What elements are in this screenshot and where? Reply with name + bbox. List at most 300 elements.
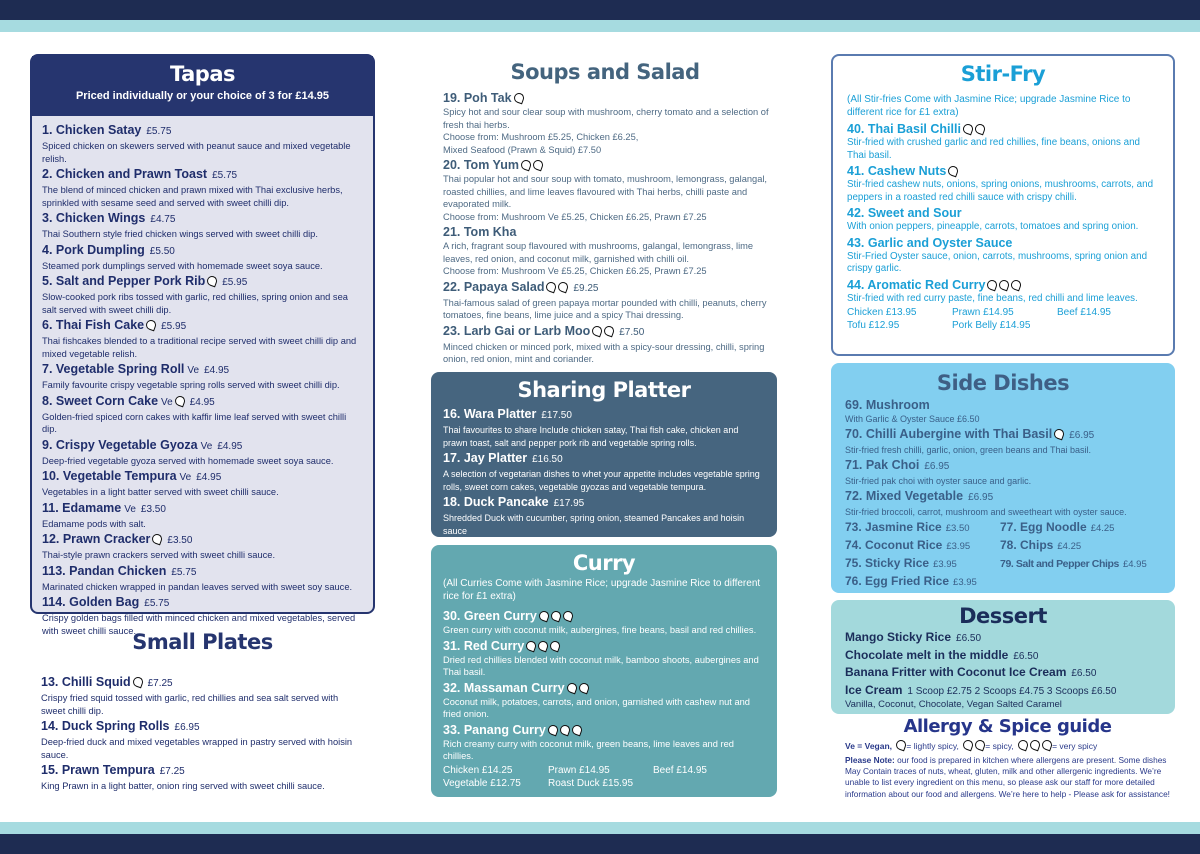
item-price: £5.95: [222, 277, 248, 288]
curry-variants: [443, 764, 765, 790]
vegan-tag: Ve: [124, 503, 136, 515]
item-name: 23. Larb Gai or Larb Moo: [443, 323, 591, 338]
chilli-icon: [532, 159, 545, 172]
item-name-row: [42, 273, 363, 291]
tapas-list: [32, 116, 373, 644]
small-plates-section: [30, 630, 375, 794]
menu-item: [42, 317, 363, 360]
item-name-row: [847, 121, 1159, 137]
item-name-row: [443, 608, 765, 624]
item-name: 32. Massaman Curry: [443, 680, 565, 695]
item-name-row: [42, 500, 363, 518]
item-name: 44. Aromatic Red Curry: [847, 277, 986, 292]
chilli-icon: [145, 319, 158, 332]
vegan-tag: Ve: [187, 365, 200, 376]
item-name: 75. Sticky Rice: [845, 556, 930, 570]
chilli-icon: [1053, 428, 1066, 441]
menu-item: [42, 437, 363, 468]
chilli-icon: [591, 324, 604, 337]
item-name: 69. Mushroom: [845, 398, 930, 412]
item-name-row: [41, 674, 364, 692]
item-name-row: [443, 406, 765, 424]
tapas-subtitle: Priced individually or your choice of 3 for £14.95: [75, 90, 330, 102]
item-name: 40. Thai Basil Chilli: [847, 122, 961, 136]
item-price: £3.95: [953, 577, 977, 588]
item-description: Family favourite crispy vegetable spring rolls served with sweet chilli dip.: [42, 380, 340, 390]
variant-price: Beef £14.95: [1057, 307, 1111, 318]
item-description: Green curry with coconut milk, aubergines, fine beans, basil and red chillies.: [443, 625, 757, 635]
item-name: 76. Egg Fried Rice: [845, 574, 950, 588]
item-name: 5. Salt and Pepper Pork Rib: [42, 274, 206, 288]
item-name: 113. Pandan Chicken: [42, 563, 167, 578]
curry-list: [443, 608, 765, 763]
item-name: Banana Fritter with Coconut Ice Cream: [845, 665, 1067, 679]
vegan-legend: Ve = Vegan,: [845, 741, 893, 751]
variant-price: Tofu £12.95: [847, 320, 900, 331]
menu-item: [42, 393, 363, 436]
item-name-row: [845, 426, 1161, 444]
item-name-row: [845, 683, 1161, 700]
item-price: £4.95: [196, 472, 222, 483]
item-name: 7. Vegetable Spring Roll: [42, 362, 185, 376]
variant-price: Roast Duck £15.95: [548, 777, 634, 789]
item-name: 3. Chicken Wings: [42, 211, 146, 225]
chilli-icon: [546, 723, 559, 736]
item-price: £4.95: [217, 440, 243, 452]
item-name-row: [443, 323, 775, 341]
item-price: £3.95: [933, 559, 957, 570]
variant-price: Vegetable £12.75: [443, 777, 521, 789]
allergy-note: [845, 755, 1170, 800]
vegan-tag: Ve: [179, 472, 192, 483]
small-plates-list: [30, 654, 375, 793]
item-name-row: [443, 494, 765, 512]
menu-item: [42, 563, 363, 594]
item-name-row: [443, 638, 765, 654]
item-description: Minced chicken or minced pork, mixed with a spicy-sour dressing, chilli, spring onion, red onion, mint and coriander.: [443, 341, 765, 364]
chilli-icon: [131, 676, 144, 689]
item-name: 6. Thai Fish Cake: [42, 318, 145, 332]
item-price: £4.95: [1122, 559, 1147, 570]
menu-item: [443, 450, 765, 493]
item-options: Choose from: Mushroom Ve £5.25, Chicken £6.25, Prawn £7.25: [443, 266, 707, 276]
item-name-row: [845, 457, 1161, 475]
item-name-row: [847, 277, 1159, 293]
item-description: Rich creamy curry with coconut milk, green beans, lime leaves and red chillies.: [443, 738, 734, 761]
item-name-row: [42, 166, 363, 184]
item-name: Ice Cream: [845, 682, 903, 697]
item-name-row: [847, 205, 1159, 221]
chilli-icon: [206, 275, 219, 288]
item-options: Choose from: Mushroom £5.25, Chicken £6.25,: [443, 132, 639, 142]
menu-item: [42, 122, 363, 165]
item-name: 1. Chicken Satay: [42, 123, 142, 137]
item-price: £4.25: [1057, 541, 1082, 552]
menu-item: [42, 210, 363, 241]
side-extra-item: [845, 537, 1000, 555]
item-name-row: [845, 488, 1161, 506]
variant-price: Pork Belly £14.95: [952, 320, 1031, 331]
item-description: Thai Southern style fried chicken wings served with sweet chilli dip.: [42, 229, 318, 239]
item-description: Stir-fried pak choi with oyster sauce and garlic.: [845, 476, 1032, 486]
soups-list: [435, 84, 775, 366]
item-name: 14. Duck Spring Rolls: [41, 719, 170, 733]
menu-item: [845, 397, 1161, 425]
item-name: 33. Panang Curry: [443, 722, 546, 737]
menu-item: [443, 90, 775, 156]
side-dishes-section: [831, 363, 1175, 593]
menu-item: [42, 166, 363, 209]
item-description: Vegetables in a light batter served with sweet chilli sauce.: [42, 487, 279, 497]
item-price: 1 Scoop £2.75 2 Scoops £4.75 3 Scoops £6.50: [907, 685, 1117, 697]
top-stripe-teal: [0, 20, 1200, 32]
stirfry-list: [847, 121, 1159, 305]
allergy-section: [845, 716, 1170, 800]
menu-item: [42, 361, 363, 392]
item-name: 73. Jasmine Rice: [845, 520, 942, 534]
chilli-icon: [557, 280, 570, 293]
item-price: £5.75: [144, 598, 170, 609]
curry-section: [431, 545, 777, 797]
item-name-row: [443, 680, 765, 696]
item-name: 70. Chilli Aubergine with Thai Basil: [845, 427, 1053, 441]
chilli-icon: [1017, 739, 1030, 752]
item-name: 8. Sweet Corn Cake: [42, 393, 159, 408]
item-name-row: [443, 279, 775, 297]
light-spicy-label: = lightly spicy,: [906, 741, 959, 751]
chilli-icon: [962, 739, 975, 752]
very-spicy-label: = very spicy: [1052, 741, 1098, 751]
item-price: £6.50: [1013, 650, 1039, 662]
item-price: £4.25: [1090, 523, 1115, 534]
item-name-row: [845, 648, 1161, 665]
menu-item: [42, 242, 363, 273]
item-description: Stir-fried cashew nuts, onions, spring onions, mushrooms, carrots, and peppers in a roasted red chilli sauce with crispy chilli.: [847, 179, 1154, 203]
item-price: £5.50: [149, 245, 175, 257]
chilli-icon: [603, 324, 616, 337]
item-description: Stir-fried broccoli, carrot, mushroom and sweetheart with oyster sauce.: [845, 507, 1127, 517]
item-description: Deep-fried duck and mixed vegetables wrapped in pastry served with hoisin sauce.: [41, 737, 353, 760]
item-name-row: [443, 224, 775, 240]
item-price: £3.50: [945, 523, 970, 534]
side-extra-item: [1000, 555, 1170, 573]
curry-note: (All Curries Come with Jasmine Rice; upgrade Jasmine Rice to different rice for £1 extra): [443, 578, 761, 602]
chilli-icon: [512, 92, 525, 105]
item-name: Mango Sticky Rice: [845, 630, 952, 644]
chilli-icon: [570, 723, 583, 736]
item-description: Stir-fried with red curry paste, fine beans, red chilli and lime leaves.: [847, 292, 1138, 304]
item-description: Golden-fried spiced corn cakes with kaffir lime leaf served with sweet chilli dip.: [42, 411, 347, 434]
menu-item: [443, 157, 775, 223]
item-name: 10. Vegetable Tempura: [42, 469, 177, 483]
dessert-title: Dessert: [959, 604, 1047, 628]
item-description: Dried red chillies blended with coconut milk, bamboo shoots, aubergines and Thai basil.: [443, 654, 759, 677]
menu-item: [847, 205, 1159, 234]
menu-item: [845, 630, 1161, 647]
item-name: 30. Green Curry: [443, 609, 537, 623]
item-name-row: [845, 665, 1161, 682]
item-description: Crispy golden bags filled with minced chicken and mixed vegetables, served with sweet chilli sauce.: [42, 613, 356, 636]
item-price: £5.75: [212, 170, 238, 181]
chilli-icon: [520, 159, 533, 172]
item-name-row: [41, 762, 364, 780]
side-extra-item: [1000, 537, 1170, 555]
menu-item: [41, 718, 364, 761]
menu-item: [42, 273, 363, 316]
item-price: £3.95: [946, 541, 971, 552]
sides-list: [845, 395, 1161, 518]
item-options: Mixed Seafood (Prawn & Squid) £7.50: [443, 144, 602, 155]
item-description: Thai popular hot and sour soup with tomato, mushroom, lemongrass, galangal, roasted chillies, and lime leaves flavoured with Thai herbs, chilli paste and evaporated milk.: [443, 174, 768, 209]
item-description: Spicy hot and sour clear soup with mushroom, cherry tomato and a selection of fresh thai herbs.: [443, 107, 769, 130]
sides-title: Side Dishes: [936, 371, 1070, 395]
chilli-icon: [1029, 739, 1042, 752]
item-price: £4.95: [204, 365, 230, 376]
side-extra-item: [845, 519, 1000, 537]
item-description: Marinated chicken wrapped in pandan leaves served with sweet soy sauce.: [42, 581, 353, 592]
chilli-icon: [549, 639, 562, 652]
spice-legend: [845, 740, 1170, 751]
item-name-row: [42, 468, 363, 486]
side-extra-item: [1000, 519, 1170, 537]
chilli-icon: [986, 278, 999, 291]
stirfry-title: Stir-Fry: [960, 62, 1046, 86]
stirfry-note: (All Stir-fries Come with Jasmine Rice; upgrade Jasmine Rice to different rice for £1 extra): [847, 94, 1131, 118]
menu-item: [443, 680, 765, 721]
item-name-row: [845, 630, 1161, 647]
item-description: With Garlic & Oyster Sauce £6.50: [845, 414, 980, 424]
item-name: 16. Wara Platter: [443, 407, 537, 421]
item-description: A selection of vegetarian dishes to whet your appetite includes vegetable spring rolls, sweet corn cakes, vegetable gyozas and vegetable tempura.: [443, 469, 760, 492]
item-name-row: [847, 235, 1159, 251]
item-name-row: [42, 437, 363, 455]
item-price: £5.75: [146, 126, 172, 137]
bottom-stripe-teal: [0, 822, 1200, 834]
chilli-icon: [549, 610, 562, 623]
item-price: £17.50: [541, 410, 572, 421]
menu-item: [41, 762, 364, 793]
dessert-list: [845, 628, 1161, 710]
item-name: 43. Garlic and Oyster Sauce: [847, 235, 1013, 250]
item-name: 4. Pork Dumpling: [42, 242, 145, 257]
chilli-icon: [974, 123, 987, 136]
item-description: Stir-fried with crushed garlic and red chillies, fine beans, onions and Thai basil.: [847, 137, 1140, 161]
menu-item: [443, 323, 775, 366]
item-description: Thai favourites to share Include chicken satay, Thai fish cake, chicken and prawn toast, salt and pepper pork rib and vegetable spring rolls.: [443, 425, 739, 448]
item-name: 22. Papaya Salad: [443, 279, 545, 294]
item-description: With onion peppers, pineapple, carrots, tomatoes and spring onion.: [847, 221, 1139, 232]
item-name: 20. Tom Yum: [443, 158, 519, 172]
item-name: 12. Prawn Cracker: [42, 532, 151, 546]
vegan-tag: Ve: [200, 440, 213, 452]
item-name: 15. Prawn Tempura: [41, 763, 155, 777]
curry-title: Curry: [572, 551, 636, 575]
menu-item: [443, 406, 765, 449]
item-name: 41. Cashew Nuts: [847, 164, 947, 178]
menu-item: [847, 235, 1159, 276]
item-name-row: [42, 210, 363, 228]
item-name: 21. Tom Kha: [443, 225, 517, 239]
item-name-row: [443, 450, 765, 468]
chilli-icon: [537, 610, 550, 623]
item-price: £6.95: [968, 492, 994, 503]
item-description: Edamame pods with salt.: [42, 518, 146, 529]
item-name-row: [845, 397, 1161, 413]
note-label: Please Note:: [845, 755, 895, 765]
item-price: £7.25: [147, 678, 173, 689]
item-price: £5.95: [161, 321, 187, 332]
item-price: £9.25: [573, 282, 599, 294]
menu-item: [42, 531, 363, 562]
menu-item: [845, 648, 1161, 665]
item-name: 114. Golden Bag: [42, 595, 140, 609]
item-description: Slow-cooked pork ribs tossed with garlic, red chillies, spring onion and sea salt served with sweet chilli dip.: [42, 292, 348, 315]
item-name: Chocolate melt in the middle: [845, 647, 1009, 662]
chilli-icon: [577, 681, 590, 694]
item-name: 78. Chips: [1000, 538, 1054, 552]
item-name-row: [443, 157, 775, 173]
item-description: Spiced chicken on skewers served with peanut sauce and mixed vegetable relish.: [42, 141, 351, 164]
chilli-icon: [998, 278, 1011, 291]
stirfry-variants: [847, 306, 1159, 332]
item-name: 18. Duck Pancake: [443, 495, 549, 509]
item-name-row: [41, 718, 364, 736]
spicy-label: = spicy,: [985, 741, 1014, 751]
item-price: £6.95: [924, 461, 950, 472]
item-name-row: [42, 594, 363, 612]
menu-item: [845, 457, 1161, 487]
menu-item: [42, 468, 363, 499]
tapas-title: Tapas: [170, 62, 235, 86]
item-price: £6.50: [1071, 668, 1097, 679]
chilli-icon: [537, 639, 550, 652]
item-name: 74. Coconut Rice: [845, 538, 943, 552]
stirfry-section: [831, 54, 1175, 356]
item-name: 79. Salt and Pepper Chips: [1000, 558, 1119, 570]
item-price: £16.50: [532, 454, 563, 465]
menu-item: [42, 500, 363, 531]
menu-item: [41, 674, 364, 717]
menu-item: [845, 683, 1161, 711]
side-extra-item: [845, 573, 1000, 591]
item-name-row: [42, 242, 363, 260]
item-description: King Prawn in a light batter, onion ring served with sweet chilli sauce.: [41, 781, 325, 791]
menu-item: [443, 279, 775, 322]
menu-item: [847, 121, 1159, 162]
side-extra-item: [845, 555, 1000, 573]
item-description: Thai-famous salad of green papaya mortar pounded with chilli, peanuts, cherry tomatoes, fine beans, lime juice and a spicy Thai dressing.: [443, 297, 767, 320]
item-description: Deep-fried vegetable gyoza served with homemade sweet soya sauce.: [42, 455, 334, 466]
item-price: £4.75: [150, 214, 176, 225]
sharing-platter-section: [431, 372, 777, 537]
bottom-stripe-dark: [0, 834, 1200, 854]
sharing-title: Sharing Platter: [517, 378, 691, 402]
item-description: Thai-style prawn crackers served with sweet chilli sauce.: [42, 550, 276, 560]
menu-item: [443, 638, 765, 679]
item-price: £4.95: [189, 396, 215, 408]
sharing-list: [443, 402, 765, 537]
item-description: Coconut milk, potatoes, carrots, and onion, garnished with cashew nut and fried onion.: [443, 696, 750, 719]
item-description: Stir-fried fresh chilli, garlic, onion, green beans and Thai basil.: [845, 445, 1091, 455]
chilli-icon: [565, 681, 578, 694]
chilli-icon: [173, 394, 186, 407]
item-description: Shredded Duck with cucumber, spring onion, steamed Pancakes and hoisin sauce: [443, 513, 745, 536]
item-name-row: [42, 393, 363, 411]
item-price: £3.50: [167, 535, 193, 546]
item-name-row: [443, 722, 765, 738]
item-price: £5.75: [171, 566, 197, 578]
item-options: Choose from: Mushroom Ve £5.25, Chicken £6.25, Prawn £7.25: [443, 211, 707, 222]
top-stripe-dark: [0, 0, 1200, 20]
item-name-row: [42, 317, 363, 335]
item-name-row: [42, 361, 363, 379]
menu-item: [847, 163, 1159, 204]
dessert-section: [831, 600, 1175, 714]
soups-title: Soups and Salad: [510, 60, 700, 84]
item-description: Crispy fried squid tossed with garlic, red chillies and sea salt served with sweet chilli dip.: [41, 693, 339, 716]
note-text: our food is prepared in kitchen where allergens are present. Some dishes May Contain traces of nuts, wheat, gluten, milk and other allergenic ingredients. We’re unable to list every ingredient on this menu, so please ask our staff for more detailed information about our food and allergens. We’re here to help - Please ask for assistance!: [845, 755, 1170, 799]
item-name: 17. Jay Platter: [443, 451, 528, 465]
item-name: 11. Edamame: [42, 500, 122, 515]
menu-item: [443, 224, 775, 278]
item-name-row: [42, 563, 363, 581]
chilli-icon: [545, 280, 558, 293]
item-description: Thai fishcakes blended to a traditional recipe served with sweet chilli dip and mixed vegetable relish.: [42, 336, 357, 359]
item-name: 31. Red Curry: [443, 638, 525, 653]
item-description: Vanilla, Coconut, Chocolate, Vegan Salted Caramel: [845, 699, 1062, 710]
item-price: £17.95: [553, 498, 585, 509]
menu-item: [845, 665, 1161, 682]
item-name: 13. Chilli Squid: [41, 675, 131, 689]
item-price: £7.25: [159, 766, 185, 777]
menu-item: [847, 277, 1159, 306]
variant-price: Prawn £14.95: [952, 307, 1014, 318]
menu-item: [845, 488, 1161, 518]
variant-price: Prawn £14.95: [548, 764, 610, 776]
item-name: 42. Sweet and Sour: [847, 206, 962, 220]
item-description: The blend of minced chicken and prawn mixed with Thai exclusive herbs, sprinkled with sesame seed and served with sweet chilli dip.: [42, 185, 343, 208]
item-name: 71. Pak Choi: [845, 458, 920, 472]
vegan-tag: Ve: [161, 396, 173, 408]
chilli-icon: [151, 533, 164, 546]
tapas-header: [32, 56, 373, 116]
item-price: £7.50: [619, 326, 645, 338]
allergy-title: Allergy & Spice guide: [903, 716, 1112, 737]
tapas-section: [30, 54, 375, 636]
item-price: £6.50: [956, 633, 982, 644]
item-name: 2. Chicken and Prawn Toast: [42, 167, 208, 181]
chilli-icon: [947, 165, 960, 178]
variant-price: Beef £14.95: [653, 764, 707, 776]
item-description: Steamed pork dumplings served with homemade sweet soya sauce.: [42, 260, 323, 271]
chilli-icon: [558, 723, 571, 736]
chilli-icon: [962, 123, 975, 136]
item-price: £6.95: [1069, 430, 1095, 441]
variant-price: Chicken £13.95: [847, 307, 917, 318]
item-price: £3.50: [140, 503, 166, 515]
variant-price: Chicken £14.25: [443, 764, 513, 776]
menu-item: [845, 426, 1161, 456]
menu-item: [443, 608, 765, 637]
chilli-icon: [1010, 278, 1023, 291]
chilli-icon: [561, 610, 574, 623]
sides-extras: [845, 519, 1161, 591]
chilli-icon: [525, 639, 538, 652]
item-name: 77. Egg Noodle: [1000, 520, 1087, 534]
soups-section: [435, 60, 775, 367]
item-name-row: [42, 122, 363, 140]
item-name-row: [443, 90, 775, 106]
